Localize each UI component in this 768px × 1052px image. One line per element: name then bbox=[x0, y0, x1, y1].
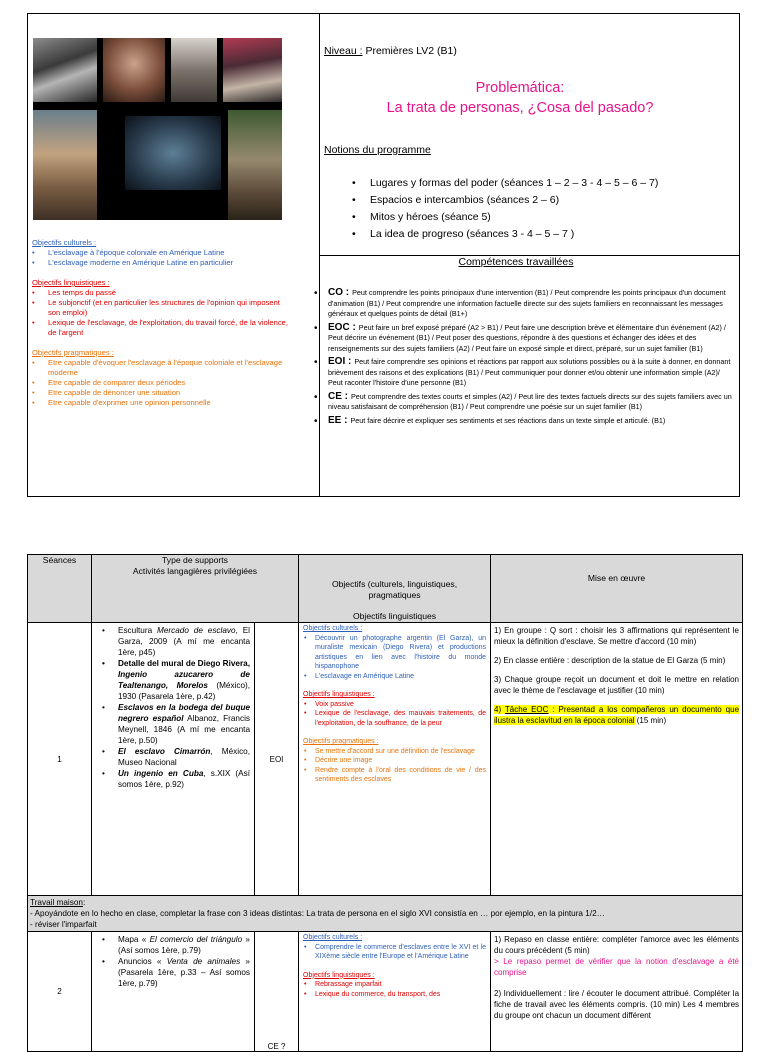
supports-cell bbox=[92, 932, 255, 1052]
competence-text: Peut comprendre des textes courts et simples (A2) / Peut lire des textes factuels directs sur des sujets familiers avec un niveau satisfaisant de compréhension (B1) / Peut comprendre une poésie sur un sujet familier (B1) bbox=[328, 391, 732, 411]
tache-text: : Presentad a los compañeros un documento que ilustra la esclavitud en la época colonial bbox=[494, 705, 740, 725]
objectifs-linguistiques-title: Objectifs linguistiques : bbox=[32, 278, 110, 287]
notions-list bbox=[370, 175, 658, 243]
competence-eoi bbox=[328, 357, 736, 389]
tache-time: (15 min) bbox=[634, 716, 667, 725]
step-note: > Le repaso permet de vérifier que la notion d'esclavage a été comprise bbox=[494, 957, 740, 977]
header-supports-line1: Type de supports bbox=[162, 555, 228, 565]
obj-ling-list bbox=[303, 980, 486, 999]
photo-child-worker bbox=[33, 110, 97, 220]
support-item bbox=[96, 625, 250, 658]
obj-cult-list bbox=[303, 634, 486, 682]
tache-label: Tâche EOC bbox=[504, 705, 549, 714]
step-number: 4) bbox=[494, 705, 505, 714]
list-item: • Comprendre le commerce d'esclaves entre le XVI et le XIXème siècle entre l'Europe et l'Amérique Latine bbox=[303, 943, 486, 962]
competence-text: Peut faire comprendre ses opinions et réactions par rapport aux solutions possibles ou à la suite à donner, en donnant brièvement des raisons et des explications (B1) / Peut communiquer pour donner et/ou obtenir une information simple (A2)/ Peut raconter l'histoire d'une personne (B1) bbox=[328, 357, 731, 387]
support-title: El comercio del triángulo bbox=[149, 935, 243, 944]
niveau-value: Premières LV2 (B1) bbox=[362, 45, 457, 57]
support-title: Esclavos en la bodega del buque negrero español bbox=[118, 703, 250, 723]
list-item: • Lexique de l'esclavage, des mauvais traitements, de l'exploitation, de la souffrance, de la peur bbox=[303, 709, 486, 728]
notions-title: Notions du programme bbox=[324, 144, 431, 156]
travail-line: - réviser l'imparfait bbox=[30, 920, 97, 929]
list-item: • Rebrassage imparfait bbox=[303, 980, 486, 990]
photo-laborer bbox=[228, 110, 282, 220]
photo-crowd bbox=[223, 38, 282, 102]
header-objectifs-line1: Objectifs (culturels, linguistiques, bbox=[331, 579, 458, 589]
slavery-photo-collage bbox=[33, 38, 282, 220]
seance-number: 1 bbox=[28, 623, 92, 896]
obj-prag-title: Objectifs pragmatiques : bbox=[303, 738, 379, 745]
list-item: • Etre capable de comparer deux périodes bbox=[32, 378, 288, 388]
support-text: Anuncios « bbox=[118, 957, 167, 966]
travail-maison-row bbox=[28, 896, 743, 932]
list-item: • Rendre compte à l'oral des conditions de vie / des sentiments des esclaves bbox=[303, 766, 486, 785]
competence-code: CE : bbox=[328, 390, 348, 402]
support-item bbox=[96, 768, 250, 790]
list-item: • Lugares y formas del poder (séances 1 – 2 – 3 - 4 – 5 – 6 – 7) bbox=[370, 175, 658, 192]
list-item: • Se mettre d'accord sur une définition de l'esclavage bbox=[303, 747, 486, 757]
table-row bbox=[28, 932, 743, 1052]
list-item: • Décrire une image bbox=[303, 756, 486, 766]
competence-code: EE : bbox=[328, 414, 348, 426]
header-objectifs bbox=[299, 555, 491, 623]
obj-cult-title: Objectifs culturels : bbox=[303, 934, 363, 941]
step-text: 3) Chaque groupe reçoit un document et doit le mettre en relation avec le thème de l'esclavage et justifier (10 min) bbox=[494, 675, 740, 695]
list-item: • L'esclavage à l'époque coloniale en Amérique Latine bbox=[32, 248, 288, 258]
competence-code: EOI : bbox=[328, 356, 352, 367]
list-item: • Etre capable d'évoquer l'esclavage à l'époque coloniale et l'esclavage moderne bbox=[32, 358, 288, 378]
support-text: , México, Museo Nacional bbox=[118, 747, 250, 767]
competence-code: CO : bbox=[328, 287, 350, 298]
step-text: 1) Repaso en classe entière: compléter l'amorce avec les éléments du cours précédent (5 min) bbox=[494, 935, 740, 955]
list-item: • Les temps du passé bbox=[32, 288, 288, 298]
objectifs-linguistiques-list bbox=[32, 288, 288, 338]
support-text: Detalle del mural de Diego Rivera, bbox=[118, 659, 250, 668]
support-item bbox=[96, 746, 250, 768]
table-header-row bbox=[28, 555, 743, 623]
support-text: , El Garza, 2009 (A mí me encanta 1ère, p45) bbox=[118, 626, 250, 657]
seance-number: 2 bbox=[28, 932, 92, 1052]
obj-ling-title: Objectifs linguistiques : bbox=[303, 691, 375, 698]
problematica-block bbox=[300, 78, 740, 118]
objectifs-pragmatiques-list bbox=[32, 358, 288, 408]
travail-colon: : bbox=[82, 898, 86, 907]
photo-sculpture bbox=[171, 38, 217, 102]
mise-en-oeuvre-cell bbox=[491, 623, 743, 896]
header-mise: Mise en œuvre bbox=[491, 555, 743, 623]
list-item: • Découvrir un photographe argentin (El Garza), un muraliste mexicain (Diego Rivera) et productions artistiques en lien avec l'histoire du monde hispanophone bbox=[303, 634, 486, 672]
competence-text: Peut faire décrire et expliquer ses sentiments et ses réactions dans un texte simple et articulé. (B1) bbox=[350, 415, 666, 425]
travail-title: Travail maison bbox=[30, 898, 83, 907]
support-title: El esclavo Cimarrón bbox=[118, 747, 211, 756]
competence-code: EOC : bbox=[328, 321, 356, 333]
support-text: » (Así somos 1ère, p.79) bbox=[118, 935, 250, 955]
support-item bbox=[96, 956, 250, 989]
support-title: Mercado de esclavo bbox=[157, 626, 236, 635]
travail-line: - Apoyándote en lo hecho en clase, completar la frase con 3 ideas distintas: La trata de persona en el siglo XVI consistía en … por ejemplo, en la pintura 1/2… bbox=[30, 909, 605, 918]
support-text: Mapa « bbox=[118, 935, 150, 944]
list-item: • Voix passive bbox=[303, 700, 486, 710]
supports-cell bbox=[92, 623, 255, 896]
support-title: Un ingenio en Cuba bbox=[118, 769, 204, 778]
obj-prag-list bbox=[303, 747, 486, 785]
support-text: Albanoz, Francis Meynell, 1846 (A mí me encanta 1ère, p.50) bbox=[118, 714, 250, 745]
competences-title: Compétences travaillées bbox=[458, 256, 574, 268]
obj-cult-title: Objectifs culturels : bbox=[303, 625, 363, 632]
support-text: , s.XIX (Así somos 1ère, p.92) bbox=[118, 769, 250, 789]
step-text: 2) Individuellement : lire / écouter le document attribué. Compléter la fiche de travail avec les éléments compris. (10 min) Les 4 membres du groupe ont chacun un document différent bbox=[494, 989, 740, 1020]
list-item: • Le subjonctif (et en particulier les structures de l'opinion qui imposent son emploi) bbox=[32, 298, 288, 318]
photo-broken-chain bbox=[125, 116, 221, 190]
support-item bbox=[96, 702, 250, 746]
support-text: Escultura bbox=[118, 626, 158, 635]
problematica-question: La trata de personas, ¿Cosa del pasado? bbox=[386, 100, 654, 116]
support-text: » (Pasarela 1ère, p.33 – Así somos 1ère, p.79) bbox=[118, 957, 250, 988]
photo-workshop bbox=[33, 38, 97, 102]
header-supports bbox=[92, 555, 299, 623]
activity-label: EOI bbox=[255, 623, 299, 896]
niveau-line bbox=[324, 45, 457, 57]
support-title: Venta de animales bbox=[166, 957, 241, 966]
competence-ce bbox=[328, 392, 736, 413]
objectives-summary bbox=[32, 238, 288, 408]
objectifs-pragmatiques-title: Objectifs pragmatiques : bbox=[32, 348, 114, 357]
activity-label: CE ? bbox=[255, 932, 299, 1052]
seances-table bbox=[27, 554, 743, 1052]
objectives-cell bbox=[299, 623, 491, 896]
travail-maison-cell bbox=[28, 896, 743, 932]
competence-text: Peut comprendre les points principaux d'une intervention (B1) / Peut comprendre les points principaux d'un document d'animation (B1) / Peut comprendre une information factuelle directe sur des sujets familiers en reconnaissant les messages généraux et quelques points de détail (B1+) bbox=[328, 288, 726, 318]
competence-text: Peut faire un bref exposé préparé (A2 > B1) / Peut faire une description brève et élémentaire d'un événement (A2) / Peut décrire un événement (B1) / Peut poser des questions, répondre à des questions et échanger des idées et des renseignements sur des sujets familiers (A2) / Peut faire un exposé simple et direct, préparé, sur un sujet familier (B1) bbox=[328, 322, 726, 353]
header-objectifs-line3: Objectifs linguistiques bbox=[352, 611, 437, 621]
header-supports-line2: Activités langagières privilégiées bbox=[132, 566, 258, 576]
header-objectifs-line2: pragmatiques bbox=[368, 590, 421, 600]
list-item: • Lexique du commerce, du transport, des bbox=[303, 990, 486, 1000]
list-item: • Etre capable de dénoncer une situation bbox=[32, 388, 288, 398]
support-item bbox=[96, 934, 250, 956]
objectives-cell bbox=[299, 932, 491, 1052]
list-item: • L'esclavage en Amérique Latine bbox=[303, 672, 486, 682]
list-item: • Lexique de l'esclavage, de l'exploitation, du travail forcé, de la violence, de l'argent bbox=[32, 318, 288, 338]
list-item: • Espacios e intercambios (séances 2 – 6) bbox=[370, 192, 658, 209]
list-item: • L'esclavage moderne en Amérique Latine en particulier bbox=[32, 258, 288, 268]
support-title: Ingenio azucarero de Tealtenango, Morelos bbox=[118, 670, 250, 690]
mise-en-oeuvre-cell bbox=[491, 932, 743, 1052]
support-item bbox=[96, 658, 250, 702]
step-text: 2) En classe entière : description de la statue de El Garza (5 min) bbox=[494, 656, 726, 665]
niveau-label: Niveau : bbox=[324, 45, 363, 57]
obj-ling-title: Objectifs linguistiques : bbox=[303, 971, 375, 979]
table-row bbox=[28, 623, 743, 896]
list-item: • Mitos y héroes (séance 5) bbox=[370, 209, 658, 226]
tache-eoc-step bbox=[494, 704, 739, 726]
seances-table-wrapper bbox=[27, 554, 742, 1051]
competence-ee bbox=[328, 416, 736, 427]
objectifs-culturels-list bbox=[32, 248, 288, 268]
competences-list bbox=[328, 288, 736, 429]
competence-eoc bbox=[328, 323, 736, 355]
support-text: (México), 1930 (Pasarela 1ère, p.42) bbox=[118, 681, 251, 701]
header-seances: Séances bbox=[28, 555, 92, 623]
obj-cult-list bbox=[303, 943, 486, 962]
list-item: • La idea de progreso (séances 3 - 4 – 5 – 7 ) bbox=[370, 226, 658, 243]
objectifs-culturels-title: Objectifs culturels : bbox=[32, 238, 97, 247]
step-text: 1) En groupe : Q sort : choisir les 3 affirmations qui représentent le mieux la définition d'esclave. Se mettre d'accord (10 min) bbox=[494, 626, 740, 646]
photo-chained-hands bbox=[103, 38, 165, 102]
problematica-title: Problemática: bbox=[475, 80, 565, 96]
obj-ling-list bbox=[303, 700, 486, 729]
competence-co bbox=[328, 288, 736, 320]
list-item: • Etre capable d'exprimer une opinion personnelle bbox=[32, 398, 288, 408]
